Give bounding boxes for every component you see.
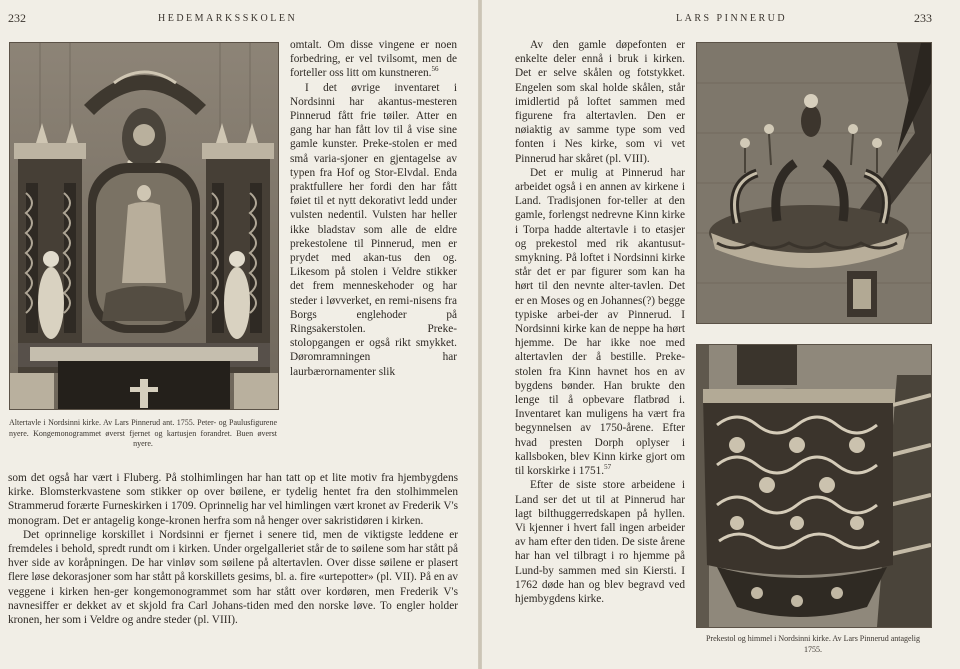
pulpit-caption: Prekestol og himmel i Nordsinni kirke. Av Lars Pinnerud antagelig 1755. (705, 634, 921, 654)
left-page-number: 232 (8, 11, 26, 25)
left-paragraph-3: som det også har vært i Fluberg. På stolhimlingen har han tatt op et lite motiv fra hjembygdens kirke. Blomsterkvastene som stikker op over bøilene, er tydelig hentet fra den stolhimmelen Strammerud forærte Furneskirken i 1709. Oprinnelig har vel himlingen vært kronet av Frederik V's monogram. Det er antagelig konge-kronen herfra som nå henger over sakristidøren i kirken. (8, 472, 458, 527)
left-running-head: HEDEMARKSSKOLEN (158, 13, 298, 24)
right-paragraph-2: Det er mulig at Pinnerud har arbeidet også i en annen av kirkene i Land. Tradisjonen for-teller at den gamle, forlengst nedrevne Kinn kirke i Torpa hadde altertavle i to etasjer og prekestol med rik akantusut-smykning. På loftet i Nordsinni kirke står det er par figurer som kan ha hørt til den nevnte alter-tavlen. Det er en Moses og en Johannes(?) begge typiske arbei-der av Pinnerud. I Nordsinni kirke kan de neppe ha hørt hjemme. De har ikke noe med altertavlen der å bestille. Preke-stolen fra Kinn havnet hos en av bygdens bønder. Han brukte den lenge til å opbevare flatbrød i. Inventaret kan muligens ha vært fra begynnelsen av 1750-årene. Efter hvad presten Dorph oplyser i kallsboken, blev Kinn kirke gjort om til korskirke i 1751.57 (515, 166, 685, 478)
altarpiece-image (10, 43, 278, 409)
left-paragraph-2: I det øvrige inventaret i Nordsinni har akantus-mesteren Pinnerud fått frie tøiler. Atter en gang har han fått lov til å vise sine gamle kunster. Preke-stolen er med små varia-sjoner en gjentagelse av typen fra Hof og Stor-Elvdal. Enda praktfullere her fordi den har fått føiet til et nytt dekorativt ledd under vulsten nedentil. Vulsten har heller ikke bladstav som alle de eldre prekestolene til Pinnerud, men er prydet med akan-tus den og. Likesom på stolen i Veldre stikker det frem menneskehoder og har steder i løvverket, en remi-nisens fra Borgs englehoder på Ringsakerstolen. Preke-stolopgangen er også rikt smykket. Døromramningen har laurbærornamenter slik (290, 81, 457, 378)
right-paragraph-1: Av den gamle døpefonten er enkelte deler ennå i bruk i kirken. Det er selve skålen og fotstykket. Engelen som skal holde skålen, står imidlertid på loftet sammen med figurene fra altertavlen. Den er nøiaktig av samme type som ved fonten i Nes kirke, som vi vet Pinnerud har skåret (pl. VIII). (515, 39, 685, 165)
left-page (0, 0, 478, 669)
right-column-text (515, 38, 685, 606)
footnote-56: 56 (431, 65, 439, 74)
right-running-head: LARS PINNERUD (676, 13, 788, 24)
right-paragraph-3: Efter de siste store arbeidene i Land ser det ut til at Pinnerud har lagt bilthuggerredskapen på hyllen. Vi kjenner i hvert fall ingen arbeider av ham efter den tiden. De siste årene har han vel tilbragt i ro hjemme på Lund-by sammen med sin Kiersti. I 1762 døde han og blev begravd ved hjembygdens kirke. (515, 479, 686, 605)
left-paragraph-4: Det oprinnelige korskillet i Nordsinni er fjernet i senere tid, men de viktigste leddene er fremdeles i behold, spredt rundt om i kirken. Under orgelgalleriet står de to søilene som har stått på hver side av koråpningen. De har vinløv som søilene på altertavlen. Over disse søilene er plasert flere løse dekorasjoner som har stått på korskillets gesims, bl. a. fire «urtepotter» (pl. VII). På en av veggene i kirken hen-ger kongemonogrammet som har stått over kordøren, men Frederik V's navnesiffer er dekket av et skjold fra Carl Johans-tiden med den norske løve. To engler holder kronen, her som i Veldre og andre steder (pl. VIII). (8, 528, 458, 627)
canopy-photo (696, 42, 932, 324)
pulpit-photo (696, 344, 932, 628)
left-column-text (290, 38, 457, 379)
canopy-image (697, 43, 931, 323)
left-fullwidth-text (8, 471, 458, 627)
altarpiece-photo (9, 42, 279, 410)
right-page (482, 0, 960, 669)
left-paragraph-1: omtalt. Om disse vingene er noen forbedring, er vel tvilsomt, men de forteller oss litt om kunstneren.$^{56}$ (290, 39, 457, 80)
pulpit-image (697, 345, 931, 627)
right-page-number: 233 (914, 11, 932, 25)
footnote-57: 57 (604, 463, 612, 472)
altarpiece-caption: Altertavle i Nordsinni kirke. Av Lars Pinnerud ant. 1755. Peter- og Paulusfigurene nyere. Kongemonogrammet øverst fjernet og kartusjen forandret. Buen øverst nyere. (9, 418, 277, 448)
